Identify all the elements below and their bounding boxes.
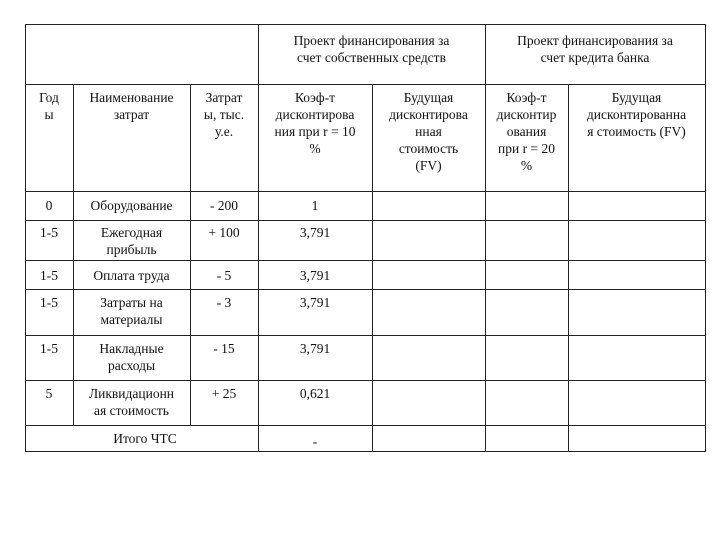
table-row-cost (190, 340, 258, 378)
col-header-costs-text: Затрат ы, тыс. у.е. (203, 90, 245, 139)
table-row-coef10 (258, 294, 372, 334)
row-cost-text: + 25 (211, 386, 237, 401)
header-bank-credit-text: Проект финансирования за счет кредита банка (517, 33, 673, 65)
row-year-text: 0 (45, 198, 53, 213)
table-row-cost (190, 267, 258, 287)
total-coef10 (258, 433, 372, 451)
row-cost-text: - 3 (216, 295, 232, 310)
col-header-coef10 (258, 89, 372, 189)
header-own-funds-text: Проект финансирования за счет собственных средств (293, 33, 450, 65)
row-year-text: 1-5 (40, 295, 58, 310)
table-row-year (25, 267, 73, 287)
col-header-coef10-text: Коэф-т дисконтирова ния при r = 10 % (274, 90, 356, 156)
row-name-text: Ежегодная прибыль (100, 225, 163, 257)
col-header-name (73, 89, 190, 189)
table-row-name (73, 294, 190, 334)
row-cost-text: - 5 (216, 268, 232, 283)
col-header-fv10-text: Будущая дисконтирова нная стоимость (FV) (389, 90, 468, 173)
table-row-cost (190, 197, 258, 219)
row-name-text: Затраты на материалы (100, 295, 163, 327)
row-year-text: 5 (45, 386, 53, 401)
table-row-name (73, 340, 190, 378)
col-header-fv20 (568, 89, 705, 189)
row-name-text: Накладные расходы (99, 341, 164, 373)
header-bank-credit (485, 32, 705, 82)
col-header-years-text: Год ы (39, 90, 59, 122)
table-row-coef10 (258, 267, 372, 287)
row-coef10-text: 1 (311, 198, 319, 213)
table-row-name (73, 267, 190, 287)
header-own-funds (258, 32, 485, 82)
row-coef10-text: 3,791 (299, 341, 331, 356)
col-header-fv10 (372, 89, 485, 189)
table-row-cost (190, 294, 258, 334)
table-row-year (25, 340, 73, 378)
col-header-fv20-text: Будущая дисконтированна я стоимость (FV) (586, 90, 687, 139)
table-row-cost (190, 224, 258, 258)
row-year-text: 1-5 (40, 341, 58, 356)
col-header-costs (190, 89, 258, 189)
row-coef10-text: 3,791 (299, 268, 331, 283)
row-name-text: Ликвидационн ая стоимость (88, 386, 175, 418)
col-header-years (25, 89, 73, 189)
row-coef10-text: 3,791 (299, 225, 331, 240)
total-coef10-text: - (312, 434, 318, 449)
col-header-coef20 (485, 89, 568, 189)
row-cost-text: - 200 (209, 198, 239, 213)
row-name-text: Оборудование (90, 198, 173, 213)
row-name-text: Оплата труда (93, 268, 170, 283)
table-row-year (25, 197, 73, 219)
row-cost-text: - 15 (213, 341, 235, 356)
table-row-year (25, 385, 73, 423)
table-row-coef10 (258, 197, 372, 219)
row-year-text: 1-5 (40, 268, 58, 283)
table-row-name (73, 385, 190, 423)
row-coef10-text: 0,621 (299, 386, 331, 401)
table-row-year (25, 224, 73, 258)
row-cost-text: + 100 (208, 225, 240, 240)
col-header-coef20-text: Коэф-т дисконтир ования при r = 20 % (496, 90, 557, 173)
row-coef10-text: 3,791 (299, 295, 331, 310)
row-year-text: 1-5 (40, 225, 58, 240)
table-row-name (73, 224, 190, 258)
total-label-text: Итого ЧТС (113, 431, 177, 446)
total-label (70, 430, 220, 450)
table-row-name (73, 197, 190, 219)
table-row-coef10 (258, 224, 372, 258)
table-row-cost (190, 385, 258, 423)
col-header-name-text: Наименование затрат (89, 90, 174, 122)
table-row-coef10 (258, 340, 372, 378)
table-row-year (25, 294, 73, 334)
table-row-coef10 (258, 385, 372, 423)
